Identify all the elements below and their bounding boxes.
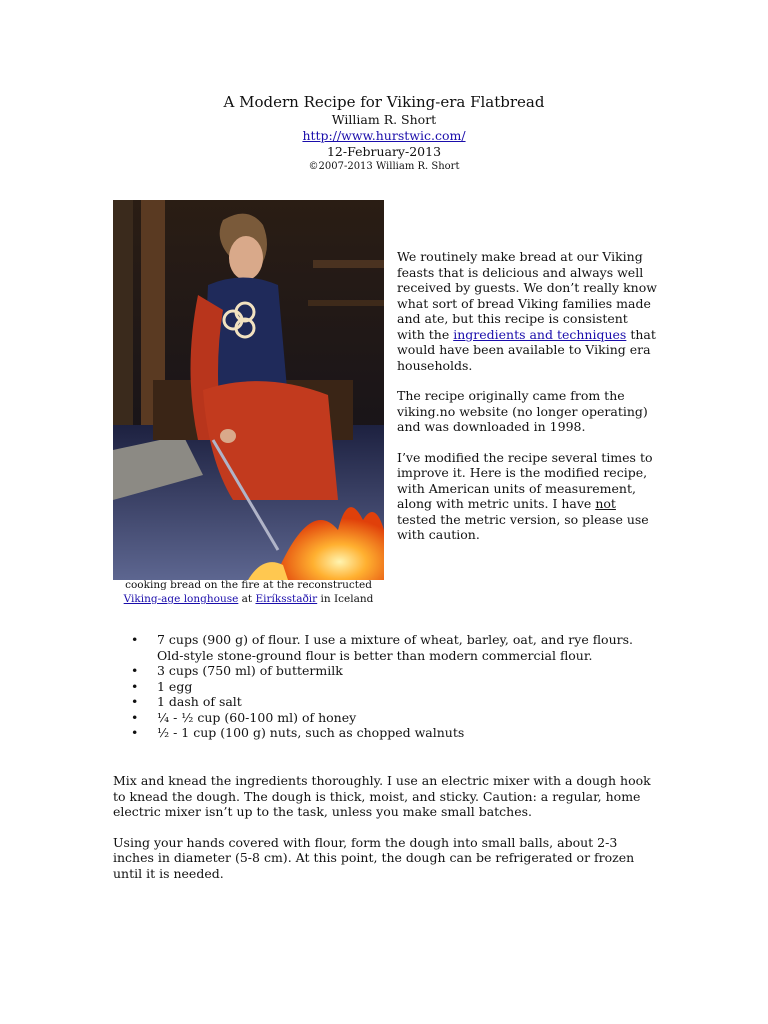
intro-text (397, 249, 659, 558)
caption-connector: at (238, 593, 256, 605)
intro-paragraph-2: The recipe originally came from the viking.no website (no longer operating) and was downloaded in 1998. (397, 388, 648, 434)
instructions (113, 773, 658, 896)
ingredient-item: • ½ - 1 cup (100 g) nuts, such as chopped walnuts (157, 725, 637, 741)
intro-p1-start: We routinely make bread at our Viking feasts that is delicious and always well received by guests. We don’t really know what sort of bread Viking families made and ate, but this recipe is consistent with the (397, 249, 657, 342)
intro-p3-start: I’ve modified the recipe several times to improve it. Here is the modified recipe, with American units of measurement, along with metric units. I have (397, 449, 653, 511)
instruction-paragraph-2: Using your hands covered with flour, form the dough into small balls, about 2-3 inches in diameter (5-8 cm). At this point, the dough can be refrigerated or frozen until it is needed. (113, 834, 635, 881)
ingredient-item: • 1 egg (157, 679, 637, 695)
document-header (0, 92, 768, 174)
instruction-paragraph-1: Mix and knead the ingredients thoroughly. I use an electric mixer with a dough hook to knead the dough. The dough is thick, moist, and sticky. Caution: a regular, home electric mixer isn’t up to the task, unless you make small batches. (113, 773, 651, 819)
caption-text: cooking bread on the fire at the reconstructed (125, 579, 372, 591)
caption-location: in Iceland (317, 593, 374, 605)
photo-caption (113, 578, 384, 606)
ingredient-list (113, 632, 637, 741)
ingredient-item: • 7 cups (900 g) of flour. I use a mixture of wheat, barley, oat, and rye flours. Old-style stone-ground flour is better than modern commercial flour. (157, 632, 637, 663)
author-name: William R. Short (331, 112, 437, 127)
ingredients-techniques-link[interactable]: ingredients and techniques (453, 326, 627, 342)
document-date: 12-February-2013 (326, 144, 442, 159)
intro-p3-end: tested the metric version, so please use with caution. (397, 511, 649, 542)
ingredient-item: • 1 dash of salt (157, 694, 637, 710)
ingredient-item: • 3 cups (750 ml) of buttermilk (157, 663, 637, 679)
document-title: A Modern Recipe for Viking-era Flatbread (223, 93, 545, 111)
copyright-notice: ©2007-2013 William R. Short (308, 161, 460, 172)
cooking-photo (113, 200, 384, 580)
longhouse-link[interactable]: Viking-age longhouse (123, 593, 239, 605)
intro-paragraph-3 (397, 450, 659, 543)
eiriksstadir-link[interactable]: Eiríksstaðir (255, 593, 318, 605)
ingredient-item: • ¼ - ½ cup (60-100 ml) of honey (157, 710, 637, 726)
cooking-photo-illustration (113, 200, 384, 580)
intro-p1-end: that would have been available to Viking era households. (397, 326, 656, 373)
website-link[interactable]: http://www.hurstwic.com/ (302, 128, 466, 143)
intro-p3-emphasis: not (595, 496, 616, 511)
intro-paragraph-1 (397, 249, 659, 373)
